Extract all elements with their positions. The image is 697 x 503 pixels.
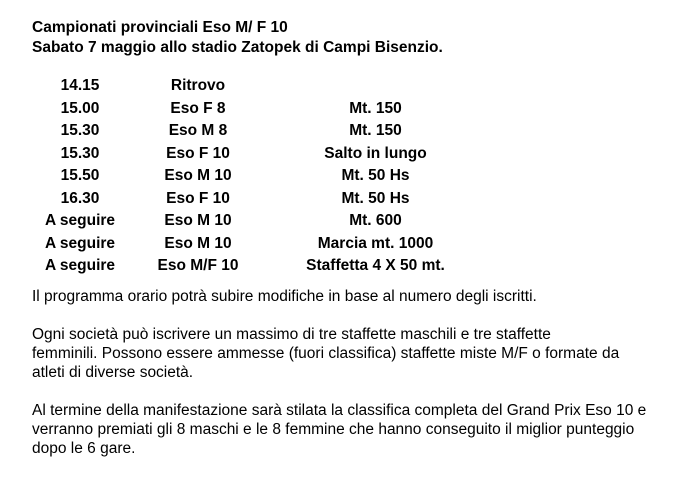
schedule-category: Ritrovo — [170, 77, 226, 95]
schedule-event: Mt. 150 — [349, 99, 402, 117]
schedule-time: A seguire — [44, 212, 116, 230]
relay-rules-line-3: atleti di diverse società. — [32, 363, 194, 381]
schedule-event: Marcia mt. 1000 — [317, 234, 434, 252]
relay-rules-paragraph — [32, 325, 682, 382]
schedule-category: Eso M 10 — [164, 212, 232, 230]
schedule-row — [32, 210, 483, 233]
schedule-category: Eso M 8 — [168, 122, 228, 140]
schedule-time: A seguire — [44, 234, 116, 252]
schedule-time: 15.00 — [60, 99, 100, 117]
document-page — [32, 18, 682, 458]
schedule-time: A seguire — [44, 257, 116, 275]
schedule-category: Eso F 10 — [166, 144, 230, 162]
schedule-time: 15.30 — [60, 144, 100, 162]
schedule-event: Mt. 50 Hs — [341, 189, 410, 207]
schedule-row — [32, 75, 483, 98]
document-title-line-2: Sabato 7 maggio allo stadio Zatopek di Campi Bisenzio. — [32, 39, 443, 56]
schedule-note: Il programma orario potrà subire modifiche in base al numero degli iscritti. — [32, 287, 537, 305]
relay-rules-line-1: Ogni società può iscrivere un massimo di tre staffette maschili e tre staffette — [32, 325, 551, 343]
schedule-row — [32, 188, 483, 211]
schedule-event: Mt. 50 Hs — [341, 167, 410, 185]
relay-rules-line-2: femminili. Possono essere ammesse (fuori classifica) staffette miste M/F o formate da — [32, 344, 620, 362]
schedule-row — [32, 255, 483, 278]
schedule-event: Staffetta 4 X 50 mt. — [306, 257, 445, 275]
schedule-event: Mt. 600 — [349, 212, 402, 230]
awards-paragraph — [32, 401, 682, 458]
schedule-category: Eso F 8 — [170, 99, 226, 117]
awards-line-2: verranno premiati gli 8 maschi e le 8 femmine che hanno conseguito il miglior punteggio — [32, 420, 635, 438]
schedule-time: 16.30 — [60, 189, 100, 207]
schedule-category: Eso M 10 — [164, 167, 232, 185]
schedule-body — [32, 75, 483, 278]
schedule-row — [32, 233, 483, 256]
schedule-time: 15.30 — [60, 122, 100, 140]
schedule-row — [32, 143, 483, 166]
schedule-row — [32, 120, 483, 143]
schedule-row — [32, 98, 483, 121]
schedule-event: Mt. 150 — [349, 122, 402, 140]
schedule-event: Salto in lungo — [324, 144, 427, 162]
document-title-line-1: Campionati provinciali Eso M/ F 10 — [32, 19, 288, 36]
awards-line-3: dopo le 6 gare. — [32, 439, 136, 457]
schedule-table — [32, 75, 483, 278]
awards-line-1: Al termine della manifestazione sarà stilata la classifica completa del Grand Prix Eso 10 e — [32, 401, 647, 419]
schedule-category: Eso M 10 — [164, 234, 232, 252]
schedule-time: 14.15 — [60, 77, 100, 95]
schedule-category: Eso F 10 — [166, 189, 230, 207]
schedule-row — [32, 165, 483, 188]
schedule-event — [268, 75, 483, 98]
schedule-category: Eso M/F 10 — [157, 257, 239, 275]
schedule-time: 15.50 — [60, 167, 100, 185]
